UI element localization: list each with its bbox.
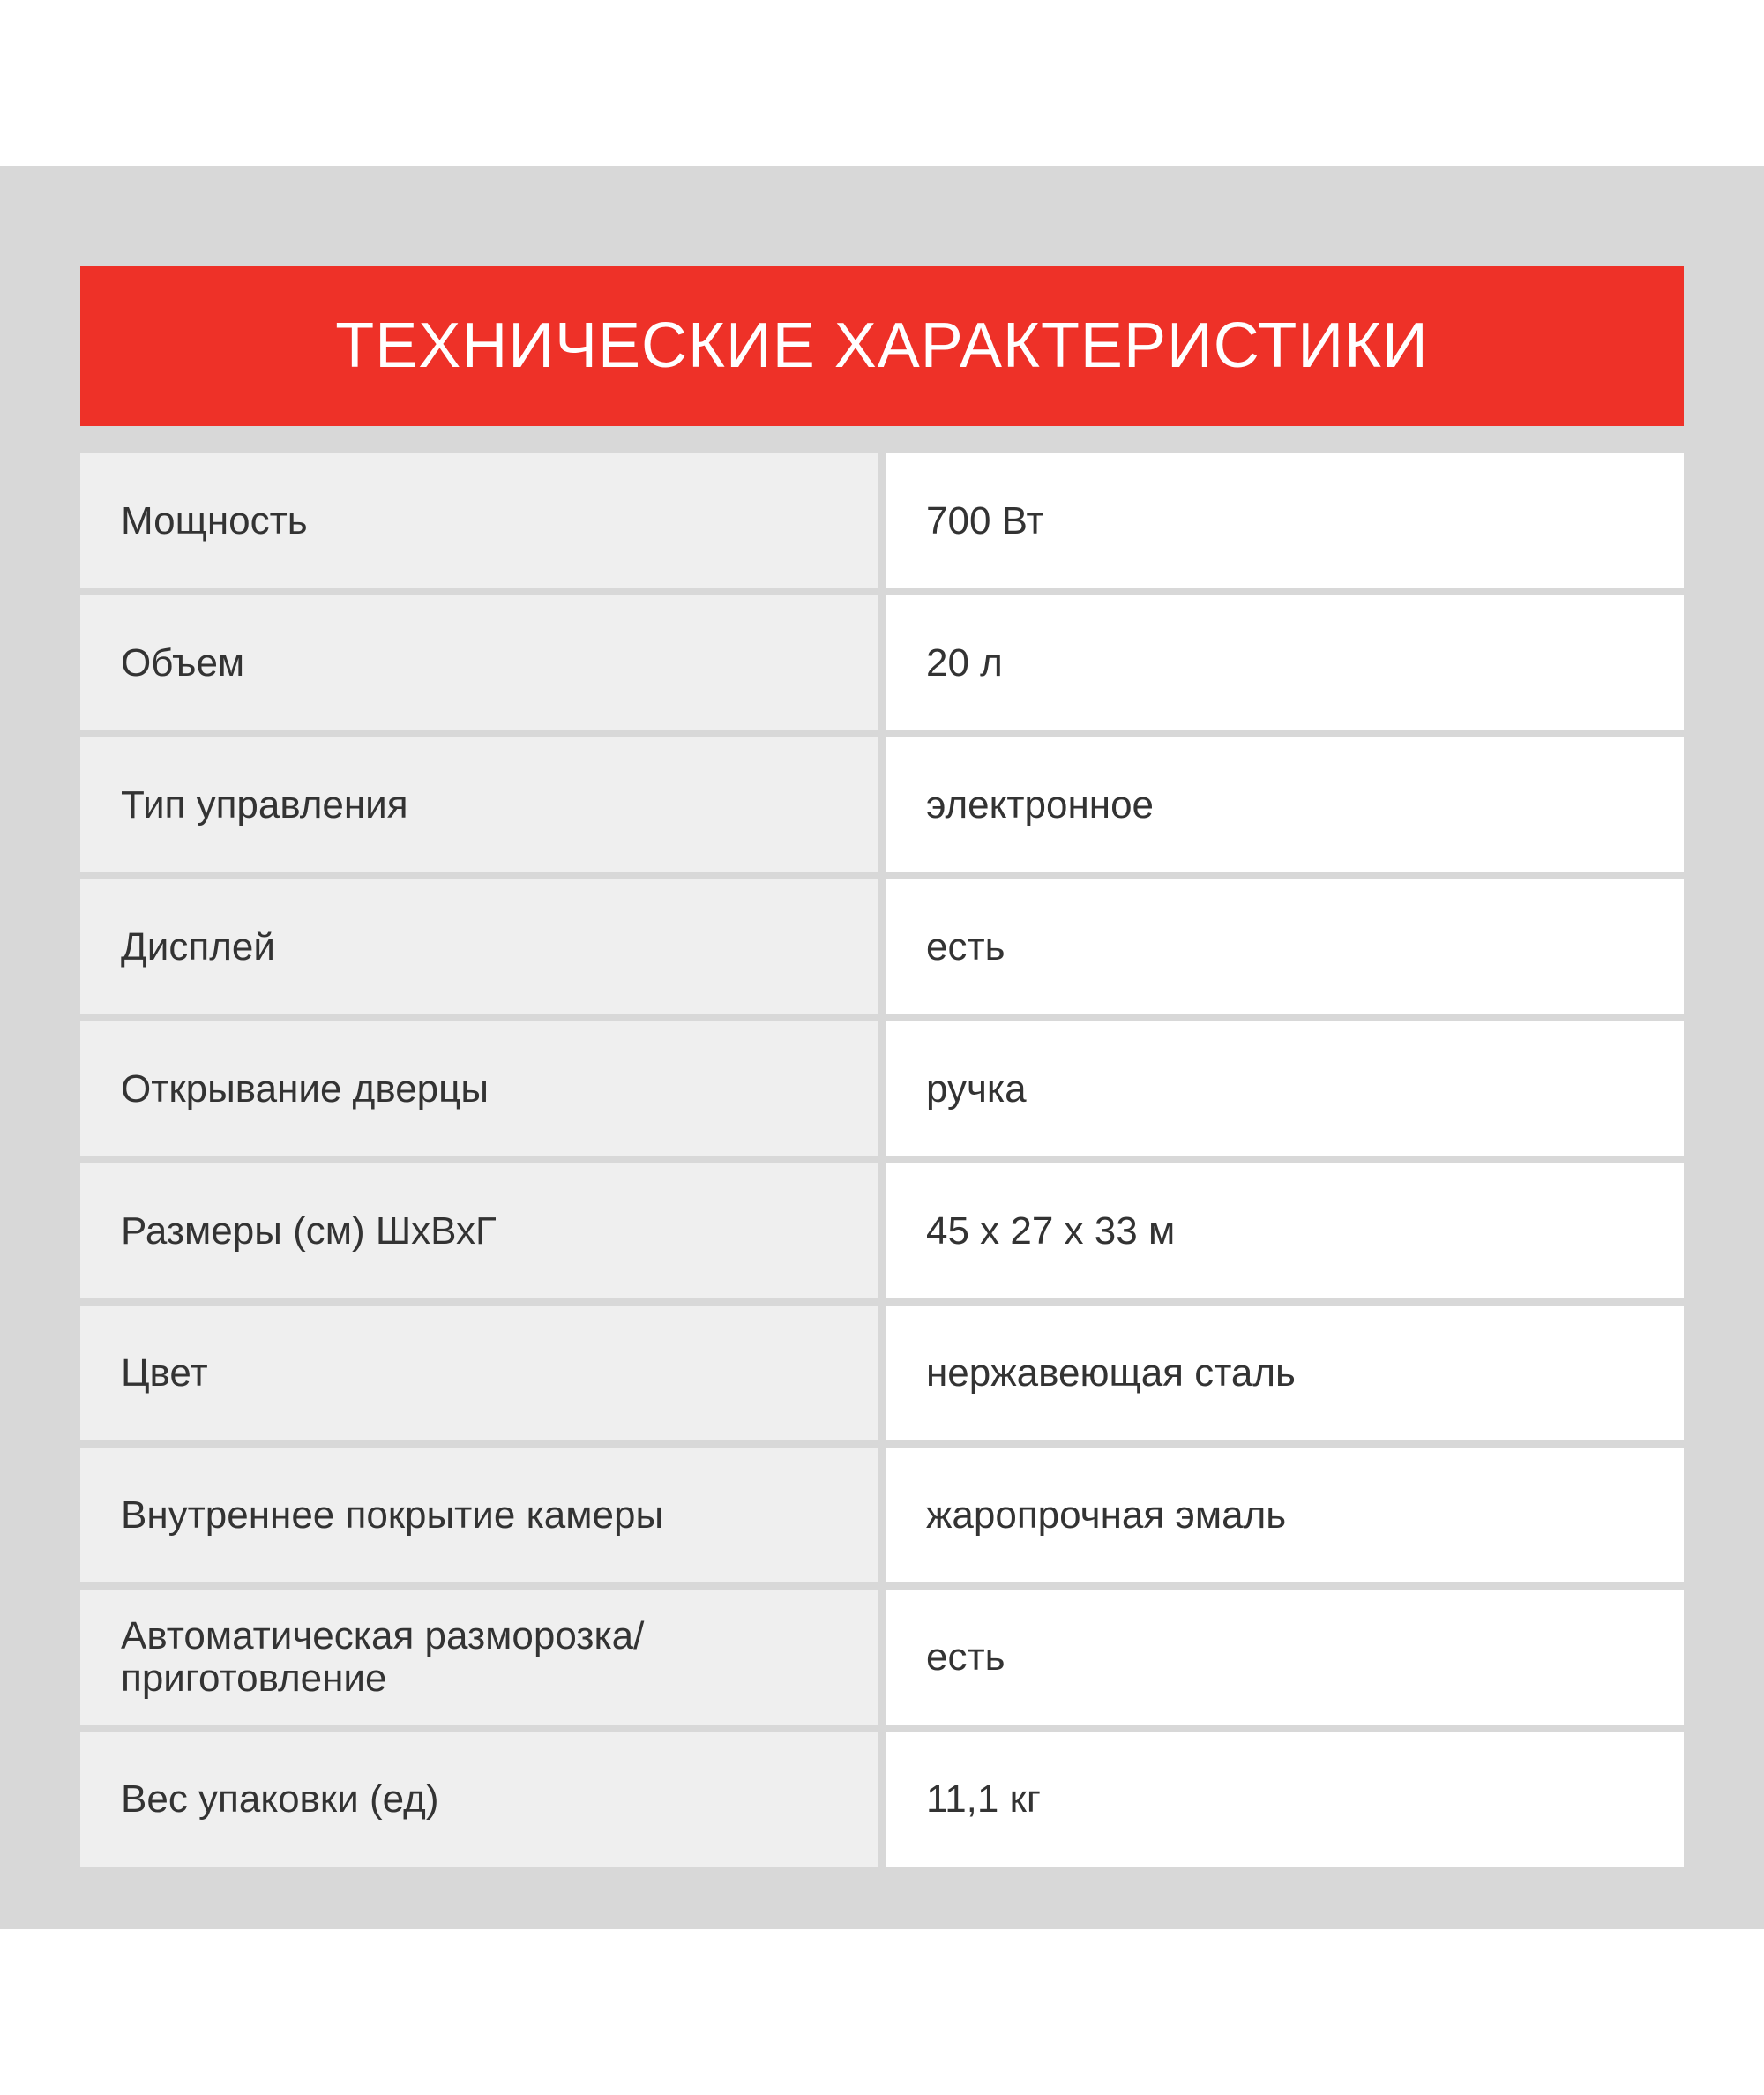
spec-value: 20 л [886, 595, 1684, 730]
spec-value: жаропрочная эмаль [886, 1448, 1684, 1582]
spec-row-auto-defrost [80, 1590, 1684, 1725]
spec-row-display [80, 879, 1684, 1014]
spec-value: нержавеющая сталь [886, 1306, 1684, 1440]
spec-label: Вес упаковки (ед) [80, 1732, 878, 1867]
spec-row-dimensions [80, 1163, 1684, 1298]
spec-label: Цвет [80, 1306, 878, 1440]
spec-row-power [80, 453, 1684, 588]
spec-label: Внутреннее покрытие камеры [80, 1448, 878, 1582]
spec-value: 700 Вт [886, 453, 1684, 588]
spec-row-interior-coating [80, 1448, 1684, 1582]
specs-header [80, 266, 1684, 426]
spec-row-package-weight [80, 1732, 1684, 1867]
spec-label: Тип управления [80, 737, 878, 872]
specs-title: ТЕХНИЧЕСКИЕ ХАРАКТЕРИСТИКИ [335, 311, 1429, 381]
spec-label: Автоматическая разморозка/приготовление [80, 1590, 878, 1725]
spec-row-control-type [80, 737, 1684, 872]
spec-value: электронное [886, 737, 1684, 872]
spec-row-color [80, 1306, 1684, 1440]
spec-value: ручка [886, 1021, 1684, 1156]
spec-row-volume [80, 595, 1684, 730]
spec-row-door-opening [80, 1021, 1684, 1156]
spec-label: Открывание дверцы [80, 1021, 878, 1156]
spec-value: 11,1 кг [886, 1732, 1684, 1867]
spec-label: Объем [80, 595, 878, 730]
spec-label: Мощность [80, 453, 878, 588]
spec-value: 45 х 27 х 33 м [886, 1163, 1684, 1298]
spec-label: Дисплей [80, 879, 878, 1014]
spec-label: Размеры (см) ШхВхГ [80, 1163, 878, 1298]
spec-value: есть [886, 1590, 1684, 1725]
spec-value: есть [886, 879, 1684, 1014]
